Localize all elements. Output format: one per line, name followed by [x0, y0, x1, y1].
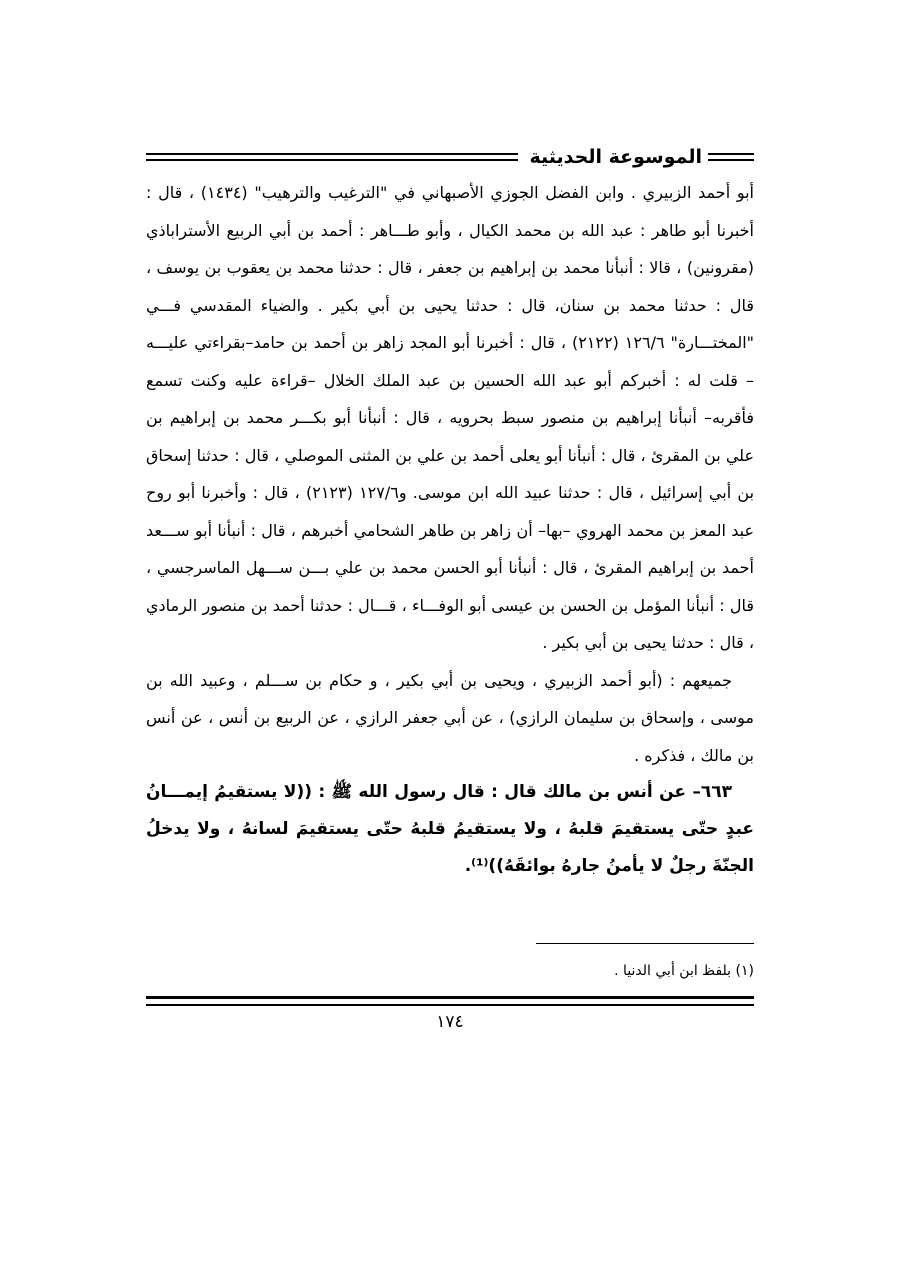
header-title: الموسوعة الحديثية — [529, 146, 702, 168]
header-rule-short — [708, 153, 754, 161]
page-number: ١٧٤ — [436, 1012, 464, 1032]
book-page — [146, 140, 754, 1032]
hadith-text: ٦٦٣– عن أنس بن مالك قال : قال رسول الله ﷺ : ((لا يستقيمُ إيمـــانُ عبدٍ حتّى يستقيمَ قلبهُ ، ولا يستقيمُ قلبهُ حتّى يستقيمَ لسانهُ ، ولا يدخلُ الجنّةَ رجلٌ لا يأمنُ جارهُ بوائقَهُ))⁽¹⁾. — [146, 782, 754, 876]
footnote: (١) بلفظ ابن أبي الدنيا . — [614, 963, 754, 979]
summary-paragraph: جميعهم : (أبو أحمد الزبيري ، ويحيى بن أبي بكير ، و حكام بن ســـلم ، وعبيد الله بن موسى ، وإسحاق بن سليمان الرازي) ، عن أبي جعفر الرازي ، عن الربيع بن أنس ، عن أنس بن مالك ، فذكره . — [146, 670, 754, 765]
running-header — [146, 140, 754, 174]
footer-rule — [146, 996, 754, 1006]
footnote-separator — [536, 943, 754, 944]
header-rule-long — [146, 153, 518, 161]
isnad-paragraph: أبو أحمد الزبيري . وابن الفضل الجوزي الأصبهاني في "الترغيب والترهيب" (١٤٣٤) ، قال : أخبرنا أبو طاهر : عبد الله بن محمد الكيال ، وأبو طـــاهر : أحمد بن أبي الربيع الأستراباذي (مقرونين) ، قالا : أنبأنا محمد بن إبراهيم بن جعفر ، قال : حدثنا محمد بن يعقوب بن يوسف ، قال : حدثنا محمد بن سنان، قال : حدثنا يحيى بن أبي بكير . والضياء المقدسي فـــي "المختـــارة" ١٢٦/٦ (٢١٢٢) ، قال : أخبرنا أبو المجد زاهر بن أحمد بن حامد–بقراءتي عليـــه – قلت له : أخبركم أبو عبد الله الحسين بن عبد الملك الخلال –قراءة عليه وكنت تسمع فأقربه– أنبأنا إبراهيم بن منصور سبط بحرويه ، قال : أنبأنا أبو بكـــر محمد بن إبراهيم بن علي بن المقرئ ، قال : أنبأنا أبو يعلى أحمد بن علي بن المثنى الموصلي ، قال : حدثنا إسحاق بن أبي إسرائيل ، قال : حدثنا عبيد الله ابن موسى. و١٢٧/٦ (٢١٢٣) ، قال : وأخبرنا أبو روح عبد المعز بن محمد الهروي –بها– أن زاهر بن طاهر الشحامي أخبرهم ، قال : أنبأنا أبو ســـعد أحمد بن إبراهيم المقرئ ، قال : أنبأنا أبو الحسن محمد بن علي بـــن ســـهل الماسرجسي ، قال : أنبأنا المؤمل بن الحسن بن عيسى أبو الوفـــاء ، قـــال : حدثنا أحمد بن منصور الرمادي ، قال : حدثنا يحيى بن أبي بكير . — [146, 183, 755, 652]
